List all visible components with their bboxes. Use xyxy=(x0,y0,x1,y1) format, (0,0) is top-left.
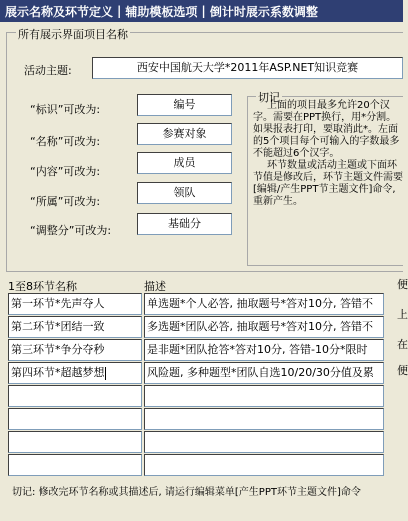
column-header-description: 描述 xyxy=(144,280,166,293)
stage-table xyxy=(8,293,384,477)
field-input-content[interactable]: 成员 xyxy=(137,152,232,174)
activity-label: 活动主题: xyxy=(24,64,72,77)
table-row xyxy=(8,339,384,361)
side-text: 便 xyxy=(397,364,408,377)
field-label-content: “内容”可改为: xyxy=(30,165,101,178)
stage-description-cell[interactable]: 是非题*团队抢答*答对10分, 答错-10分*限时 xyxy=(144,339,384,361)
field-label-id: “标识”可改为: xyxy=(30,103,101,116)
stage-name-cell[interactable] xyxy=(8,454,142,476)
note-paragraph-2: 环节数量或活动主题或下面环节值是修改后，环节主题文件需要[编辑/产生PPT节主题文件]命令,重新产生。 xyxy=(253,160,403,207)
field-label-adjust: “调整分”可改为: xyxy=(30,224,112,237)
tab-display-names[interactable]: 展示名称及环节定义 xyxy=(5,4,114,19)
tab-separator: | xyxy=(117,4,122,18)
tab-separator: | xyxy=(201,4,206,18)
stage-name-text: 第四环节*超越梦想 xyxy=(11,366,105,379)
tab-countdown-settings[interactable]: 倒计时展示系数调整 xyxy=(209,4,318,19)
text-caret xyxy=(105,367,106,380)
tab-template-options[interactable]: 辅助模板选项 xyxy=(125,4,198,19)
stage-name-cell[interactable]: 第二环节*团结一致 xyxy=(8,316,142,338)
field-label-name: “名称”可改为: xyxy=(30,135,101,148)
stage-description-cell[interactable]: 风险题, 多种题型*团队自选10/20/30分值及累 xyxy=(144,362,384,384)
stage-description-cell[interactable]: 单选题*个人必答, 抽取题号*答对10分, 答错不 xyxy=(144,293,384,315)
table-row xyxy=(8,293,384,315)
table-row xyxy=(8,385,384,407)
stage-name-cell[interactable] xyxy=(8,408,142,430)
activity-input[interactable]: 西安中国航天大学*2011年ASP.NET知识竞赛 xyxy=(92,57,403,79)
stage-description-cell[interactable] xyxy=(144,385,384,407)
stage-description-cell[interactable] xyxy=(144,431,384,453)
column-header-names: 1至8环节名称 xyxy=(8,280,77,293)
field-input-name[interactable]: 参赛对象 xyxy=(137,123,232,145)
table-row xyxy=(8,431,384,453)
field-input-adjust[interactable]: 基础分 xyxy=(137,213,232,235)
table-row xyxy=(8,362,384,384)
tab-bar xyxy=(0,0,403,22)
note-paragraph-1: 上面的项目最多允许20个汉字。需要在PPT换行，用*分割。如果报表打印，要取消此*。左面的5个项目每个可输入的字数最多不能超过6个汉字。 xyxy=(253,100,400,159)
group-title: 所有展示界面项目名称 xyxy=(18,28,128,41)
stage-description-cell[interactable]: 多选题*团队必答, 抽取题号*答对10分, 答错不 xyxy=(144,316,384,338)
stage-name-cell[interactable] xyxy=(8,385,142,407)
note-title: 切记 xyxy=(258,91,280,104)
stage-name-cell-active[interactable] xyxy=(8,362,142,384)
stage-name-cell[interactable]: 第三环节*争分夺秒 xyxy=(8,339,142,361)
stage-name-cell[interactable]: 第一环节*先声夺人 xyxy=(8,293,142,315)
note-text xyxy=(253,100,403,208)
field-label-belong: “所属”可改为: xyxy=(30,195,101,208)
stage-description-cell[interactable] xyxy=(144,408,384,430)
field-input-belong[interactable]: 领队 xyxy=(137,182,232,204)
side-text: 上 xyxy=(397,308,408,321)
stage-name-cell[interactable] xyxy=(8,431,142,453)
field-input-id[interactable]: 编号 xyxy=(137,94,232,116)
footer-note: 切记: 修改完环节名称或其描述后, 请运行编辑菜单[产生PPT环节主题文件]命令 xyxy=(12,487,361,498)
table-row xyxy=(8,316,384,338)
table-row xyxy=(8,454,384,476)
side-text: 便 xyxy=(397,278,408,291)
side-text: 在 xyxy=(397,338,408,351)
table-row xyxy=(8,408,384,430)
stage-description-cell[interactable] xyxy=(144,454,384,476)
